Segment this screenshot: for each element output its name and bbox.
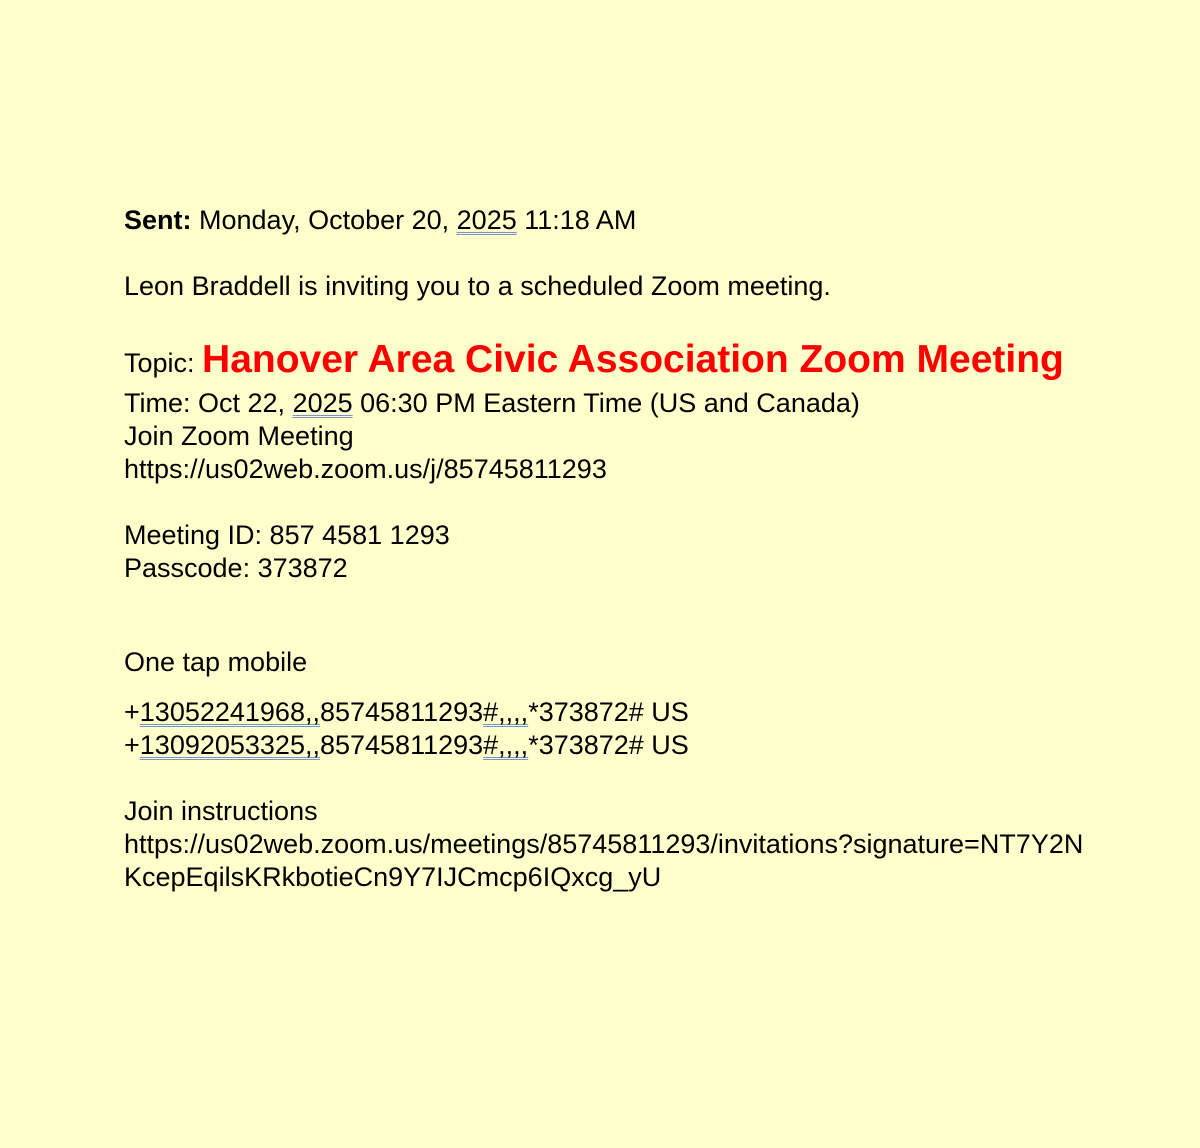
join-instructions-label: Join instructions (124, 796, 318, 826)
plus-sign: + (124, 730, 140, 760)
topic-label: Topic: (124, 348, 203, 378)
meeting-time (124, 387, 1124, 420)
time-suffix: 06:30 PM Eastern Time (US and Canada) (352, 388, 860, 418)
sent-line (124, 204, 1124, 237)
meeting-id: Meeting ID: 857 4581 1293 (124, 520, 450, 550)
one-tap-label: One tap mobile (124, 647, 308, 677)
sent-time: 11:18 AM (516, 205, 637, 235)
passcode: Passcode: 373872 (124, 553, 348, 583)
join-label: Join Zoom Meeting (124, 421, 354, 451)
sent-label: Sent: (124, 205, 192, 235)
sent-date: Monday, October 20, (199, 205, 457, 235)
meeting-id-code: 85745811293 (319, 730, 484, 760)
pause-code: #,,,, (483, 730, 529, 760)
time-year: 2025 (292, 388, 353, 418)
meeting-id-code: 85745811293 (319, 697, 484, 727)
invite-intro: Leon Braddell is inviting you to a scheduled Zoom meeting. (124, 271, 831, 301)
phone-number[interactable]: 13092053325,, (139, 730, 320, 760)
time-prefix: Time: Oct 22, (124, 388, 293, 418)
join-instructions-link[interactable]: https://us02web.zoom.us/meetings/85745811293/invitations?signature=NT7Y2NKcepEqilsKRkbotieCn9Y7IJCmcp6IQxcg_yU (124, 829, 1084, 892)
passcode-suffix: *373872# US (528, 697, 689, 727)
topic-title: Hanover Area Civic Association Zoom Meeting (202, 338, 1064, 381)
passcode-suffix: *373872# US (528, 730, 689, 760)
one-tap-number[interactable] (124, 729, 1124, 762)
phone-number[interactable]: 13052241968,, (139, 697, 320, 727)
email-body (124, 204, 1124, 894)
topic-line (124, 336, 1124, 387)
topic (124, 336, 1124, 387)
one-tap-number[interactable] (124, 696, 1124, 729)
pause-code: #,,,, (483, 697, 529, 727)
join-url-link[interactable]: https://us02web.zoom.us/j/85745811293 (124, 454, 607, 484)
plus-sign: + (124, 697, 140, 727)
sent-year: 2025 (456, 205, 517, 235)
